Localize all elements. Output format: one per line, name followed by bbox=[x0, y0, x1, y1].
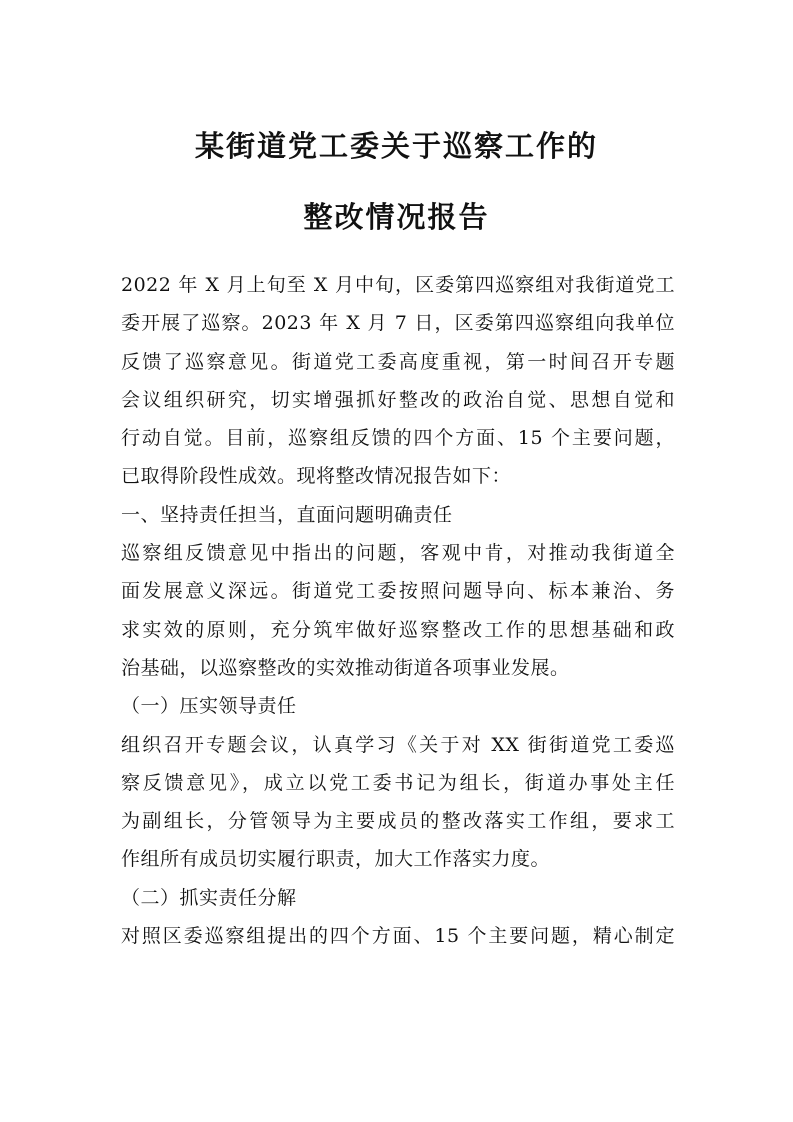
paragraph-line: 委开展了巡察。2023 年 X 月 7 日，区委第四巡察组向我单位 bbox=[121, 312, 675, 335]
paragraph-line: 求实效的原则，充分筑牢做好巡察整改工作的思想基础和政 bbox=[121, 618, 675, 641]
paragraph-line: 已取得阶段性成效。现将整改情况报告如下： bbox=[121, 465, 512, 488]
paragraph-line: 巡察组反馈意见中指出的问题，客观中肯，对推动我街道全 bbox=[121, 542, 675, 565]
paragraph-line: 治基础，以巡察整改的实效推动街道各项事业发展。 bbox=[121, 656, 570, 679]
document-title-line-2: 整改情况报告 bbox=[303, 200, 490, 234]
subsection-heading: （二）抓实责任分解 bbox=[121, 886, 297, 909]
section-heading: 一、坚持责任担当，直面问题明确责任 bbox=[121, 503, 453, 526]
paragraph-line: 为副组长，分管领导为主要成员的整改落实工作组，要求工 bbox=[121, 810, 675, 833]
paragraph-line: 反馈了巡察意见。街道党工委高度重视，第一时间召开专题 bbox=[121, 350, 675, 373]
paragraph-line: 2022 年 X 月上旬至 X 月中旬，区委第四巡察组对我街道党工 bbox=[121, 274, 675, 296]
document-body bbox=[121, 266, 675, 955]
paragraph-line: 会议组织研究，切实增强抓好整改的政治自觉、思想自觉和 bbox=[121, 388, 675, 411]
paragraph-line: 对照区委巡察组提出的四个方面、15 个主要问题，精心制定 bbox=[121, 925, 675, 948]
paragraph-line: 组织召开专题会议，认真学习《关于对 XX 街街道党工委巡 bbox=[121, 733, 675, 756]
paragraph-line: 面发展意义深远。街道党工委按照问题导向、标本兼治、务 bbox=[121, 580, 675, 603]
document-title-line-1: 某街道党工委关于巡察工作的 bbox=[194, 129, 598, 163]
paragraph-line: 察反馈意见》，成立以党工委书记为组长，街道办事处主任 bbox=[121, 771, 675, 794]
paragraph-line: 行动自觉。目前，巡察组反馈的四个方面、15 个主要问题， bbox=[121, 427, 675, 450]
paragraph-line: 作组所有成员切实履行职责，加大工作落实力度。 bbox=[121, 848, 551, 871]
subsection-heading: （一）压实领导责任 bbox=[121, 695, 297, 718]
